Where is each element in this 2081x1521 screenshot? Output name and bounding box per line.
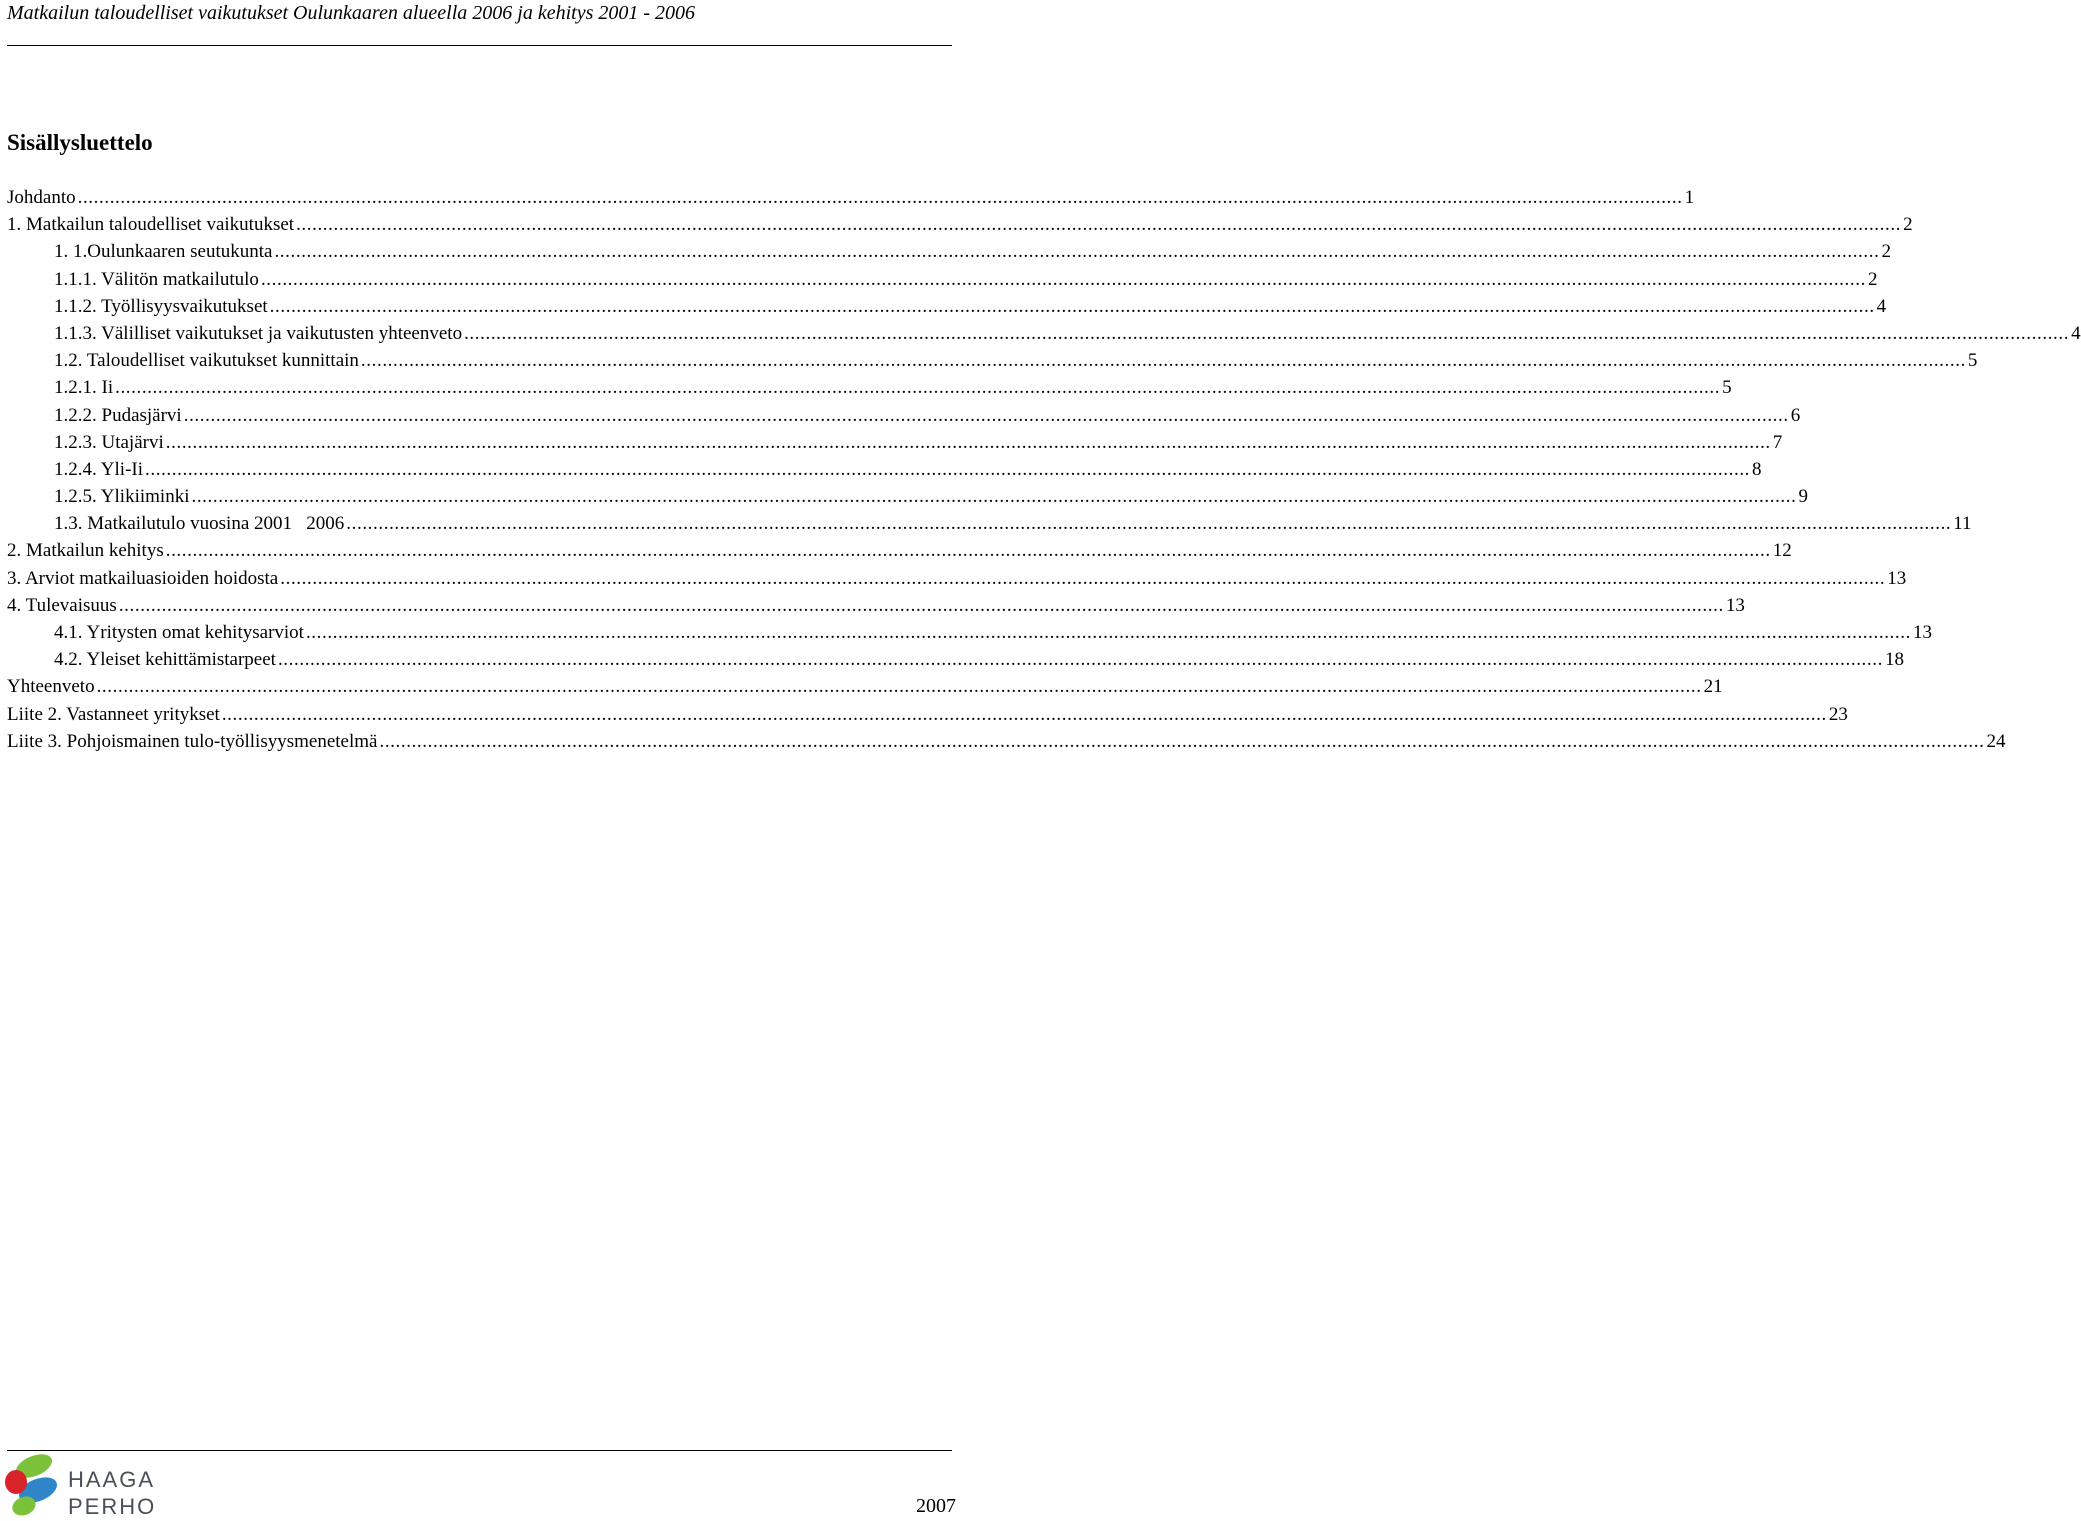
toc-dot-leader: ............................................................................................................................................................................................................................................................................................................ — [277, 649, 1883, 671]
toc-entry-label: 2. Matkailun kehitys — [7, 540, 164, 562]
toc-entry[interactable] — [7, 701, 1848, 728]
toc-entry-label: 3. Arviot matkailuasioiden hoidosta — [7, 567, 279, 589]
table-of-contents — [7, 184, 2081, 755]
toc-dot-leader: ............................................................................................................................................................................................................................................................................................................ — [260, 268, 1866, 290]
toc-entry[interactable] — [7, 673, 1723, 700]
toc-entry[interactable] — [7, 619, 1932, 646]
footer-rule — [7, 1450, 952, 1451]
toc-entry-page: 12 — [1772, 540, 1792, 562]
toc-entry-label: Johdanto — [7, 187, 76, 208]
toc-entry[interactable] — [7, 293, 1887, 320]
toc-entry[interactable] — [7, 184, 1695, 211]
toc-entry-page: 1 — [1684, 187, 1695, 208]
toc-dot-leader: ............................................................................................................................................................................................................................................................................................................ — [464, 322, 2070, 344]
toc-title: Sisällysluettelo — [7, 130, 153, 155]
toc-entry[interactable] — [7, 510, 1972, 537]
toc-entry-page: 2 — [1881, 241, 1891, 263]
toc-entry-page: 11 — [1953, 513, 1972, 535]
toc-entry-page: 13 — [1912, 622, 1932, 643]
toc-entry-page: 9 — [1798, 486, 1808, 508]
toc-entry-page: 5 — [1722, 377, 1732, 399]
toc-entry[interactable] — [7, 429, 1783, 456]
toc-entry[interactable] — [7, 592, 1745, 619]
toc-entry-label: 1.2. Taloudelliset vaikutukset kunnittain — [54, 350, 359, 372]
toc-entry-page: 13 — [1725, 594, 1745, 616]
toc-entry-label: Liite 3. Pohjoismainen tulo-työllisyysmenetelmä — [7, 730, 378, 752]
toc-dot-leader: ............................................................................................................................................................................................................................................................................................................ — [274, 241, 1880, 263]
toc-dot-leader: ............................................................................................................................................................................................................................................................................................................ — [280, 567, 1886, 589]
logo-emblem-icon — [5, 1450, 61, 1519]
toc-entry-label: 4.2. Yleiset kehittämistarpeet — [54, 649, 276, 671]
toc-entry-page: 2 — [1867, 268, 1878, 290]
toc-dot-leader: ............................................................................................................................................................................................................................................................................................................ — [305, 622, 1911, 643]
toc-entry-label: 1.2.3. Utajärvi — [54, 431, 164, 453]
toc-dot-leader: ............................................................................................................................................................................................................................................................................................................ — [165, 540, 1771, 562]
toc-entry-label: 1.2.4. Yli-Ii — [54, 458, 144, 480]
toc-entry[interactable] — [7, 320, 2081, 347]
toc-entry-page: 4 — [2071, 322, 2081, 344]
toc-dot-leader: ............................................................................................................................................................................................................................................................................................................ — [191, 486, 1797, 508]
toc-dot-leader: ............................................................................................................................................................................................................................................................................................................ — [96, 676, 1702, 698]
toc-entry[interactable] — [7, 402, 1801, 429]
toc-dot-leader: ............................................................................................................................................................................................................................................................................................................ — [115, 377, 1721, 399]
toc-entry-label: 4.1. Yritysten omat kehitysarviot — [54, 622, 304, 643]
running-header: Matkailun taloudelliset vaikutukset Oulunkaaren alueella 2006 ja kehitys 2001 - 2006 — [7, 2, 696, 24]
toc-entry[interactable] — [7, 565, 1907, 592]
toc-entry[interactable] — [7, 456, 1762, 483]
toc-dot-leader: ............................................................................................................................................................................................................................................................................................................ — [360, 350, 1966, 372]
toc-dot-leader: ............................................................................................................................................................................................................................................................................................................ — [296, 214, 1902, 236]
toc-entry[interactable] — [7, 646, 1904, 673]
toc-entry-page: 8 — [1752, 458, 1762, 480]
toc-entry-page: 2 — [1903, 214, 1913, 236]
toc-entry-label: 1.2.5. Ylikiiminki — [54, 486, 190, 508]
toc-entry-page: 24 — [1986, 730, 2006, 752]
toc-dot-leader: ............................................................................................................................................................................................................................................................................................................ — [221, 703, 1827, 725]
toc-entry-label: 1.1.2. Työllisyysvaikutukset — [54, 295, 268, 317]
toc-dot-leader: ............................................................................................................................................................................................................................................................................................................ — [346, 513, 1952, 535]
toc-dot-leader: ............................................................................................................................................................................................................................................................................................................ — [77, 187, 1683, 208]
haaga-perho-logo — [4, 1454, 172, 1518]
toc-entry[interactable] — [7, 728, 2006, 755]
toc-entry[interactable] — [7, 347, 1978, 374]
logo-text-line2: PERHO — [68, 1494, 157, 1519]
toc-dot-leader: ............................................................................................................................................................................................................................................................................................................ — [269, 295, 1875, 317]
toc-entry[interactable] — [7, 537, 1792, 564]
toc-entry-page: 5 — [1967, 350, 1978, 372]
header-rule — [7, 45, 952, 46]
toc-entry-label: 1.1.1. Välitön matkailutulo — [54, 268, 259, 290]
footer-year: 2007 — [916, 1495, 956, 1517]
toc-entry-label: 1.3. Matkailutulo vuosina 2001 2006 — [54, 513, 345, 535]
toc-dot-leader: ............................................................................................................................................................................................................................................................................................................ — [165, 431, 1771, 453]
toc-entry[interactable] — [7, 266, 1878, 293]
toc-entry[interactable] — [7, 211, 1913, 238]
toc-entry-page: 21 — [1703, 676, 1723, 698]
toc-entry-label: 1.2.1. Ii — [54, 377, 114, 399]
logo-text-line1: HAAGA — [68, 1467, 156, 1492]
toc-dot-leader: ............................................................................................................................................................................................................................................................................................................ — [145, 458, 1751, 480]
toc-dot-leader: ............................................................................................................................................................................................................................................................................................................ — [118, 594, 1724, 616]
toc-entry-page: 18 — [1884, 649, 1904, 671]
toc-entry-label: 1. 1.Oulunkaaren seutukunta — [54, 241, 273, 263]
toc-entry-page: 4 — [1876, 295, 1887, 317]
toc-entry[interactable] — [7, 238, 1891, 265]
toc-entry-label: 1.2.2. Pudasjärvi — [54, 404, 182, 426]
toc-entry-label: 4. Tulevaisuus — [7, 594, 117, 616]
toc-dot-leader: ............................................................................................................................................................................................................................................................................................................ — [183, 404, 1789, 426]
toc-entry[interactable] — [7, 483, 1808, 510]
toc-entry-page: 7 — [1772, 431, 1783, 453]
toc-entry-page: 23 — [1828, 703, 1848, 725]
toc-entry-label: Yhteenveto — [7, 676, 95, 698]
toc-entry-label: Liite 2. Vastanneet yritykset — [7, 703, 220, 725]
toc-entry-page: 6 — [1790, 404, 1801, 426]
toc-entry-label: 1. Matkailun taloudelliset vaikutukset — [7, 214, 295, 236]
toc-entry[interactable] — [7, 374, 1732, 401]
toc-entry-page: 13 — [1887, 567, 1907, 589]
toc-dot-leader: ............................................................................................................................................................................................................................................................................................................ — [379, 730, 1985, 752]
toc-entry-label: 1.1.3. Välilliset vaikutukset ja vaikutusten yhteenveto — [54, 322, 463, 344]
